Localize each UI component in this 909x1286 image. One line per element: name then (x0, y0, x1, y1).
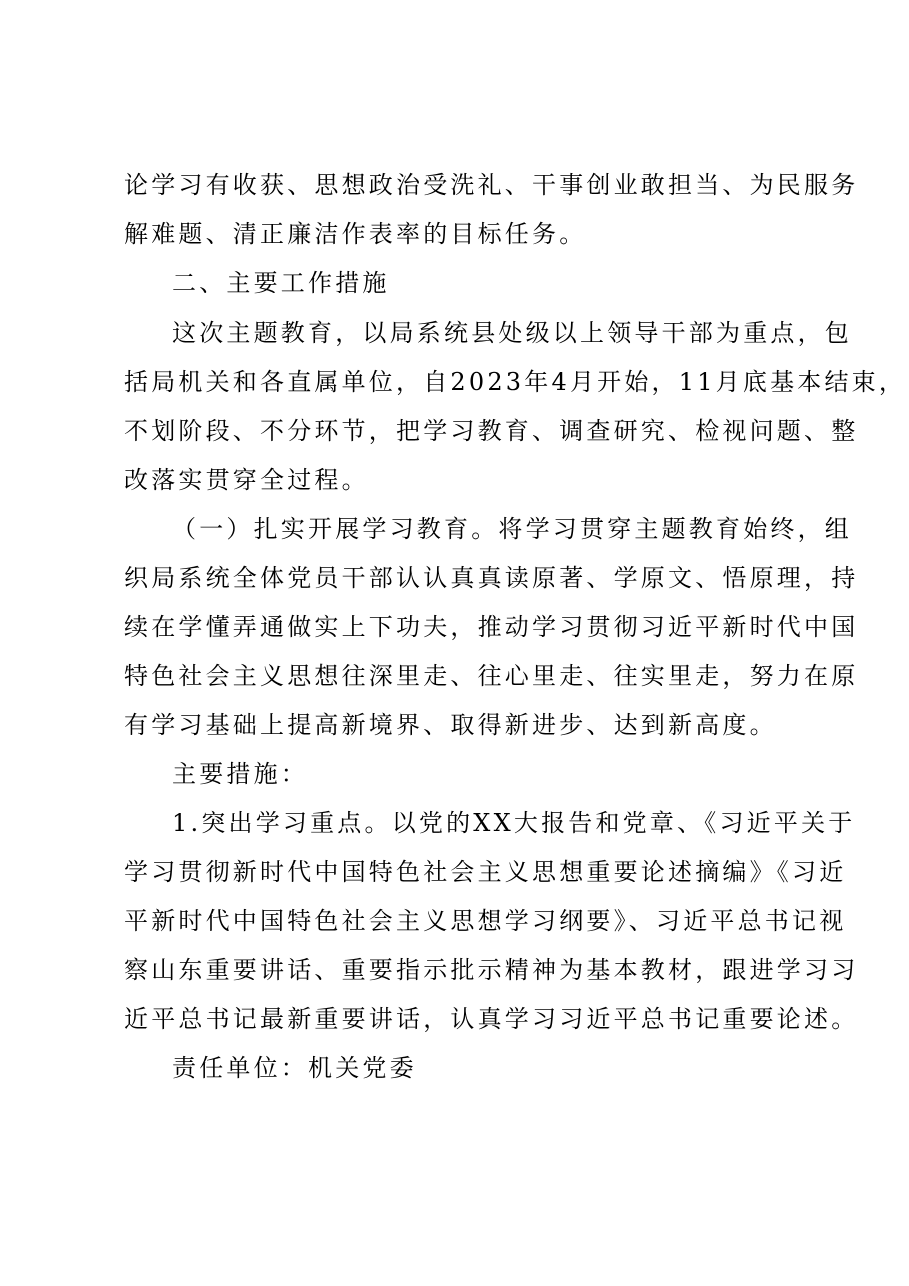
responsible-unit: 责任单位：机关党委 (172, 1054, 417, 1082)
paragraph-line: 解难题、清正廉洁作表率的目标任务。 (124, 220, 587, 248)
section-heading: 二、主要工作措施 (172, 269, 390, 297)
paragraph-line: 有学习基础上提高新境界、取得新进步、达到新高度。 (124, 711, 777, 739)
paragraph-line: 察山东重要讲话、重要指示批示精神为基本教材，跟进学习习 (124, 956, 859, 984)
paragraph-line: 平新时代中国特色社会主义思想学习纲要》、习近平总书记视 (124, 907, 847, 935)
paragraph-line: 这次主题教育，以局系统县处级以上领导干部为重点，包 (172, 319, 852, 347)
list-item: 1.突出学习重点。以党的XX大报告和党章、《习近平关于 (172, 809, 856, 837)
paragraph-line: 不划阶段、不分环节，把学习教育、调查研究、检视问题、整 (124, 417, 859, 445)
paragraph-line: 续在学懂弄通做实上下功夫，推动学习贯彻习近平新时代中国 (124, 613, 859, 641)
paragraph-line: 改落实贯穿全过程。 (124, 466, 369, 494)
measures-label: 主要措施： (172, 760, 308, 788)
subsection-heading: （一）扎实开展学习教育。将学习贯穿主题教育始终，组 (172, 515, 852, 543)
paragraph-line: 论学习有收获、思想政治受洗礼、干事创业敢担当、为民服务 (124, 171, 859, 199)
paragraph-line: 特色社会主义思想往深里走、往心里走、往实里走，努力在原 (124, 662, 859, 690)
paragraph-line: 织局系统全体党员干部认认真真读原著、学原文、悟原理，持 (124, 564, 859, 592)
paragraph-line: 括局机关和各直属单位，自2023年4月开始，11月底基本结束， (124, 368, 907, 396)
paragraph-line: 学习贯彻新时代中国特色社会主义思想重要论述摘编》《习近 (124, 858, 847, 886)
paragraph-line: 近平总书记最新重要讲话，认真学习习近平总书记重要论述。 (124, 1005, 859, 1033)
